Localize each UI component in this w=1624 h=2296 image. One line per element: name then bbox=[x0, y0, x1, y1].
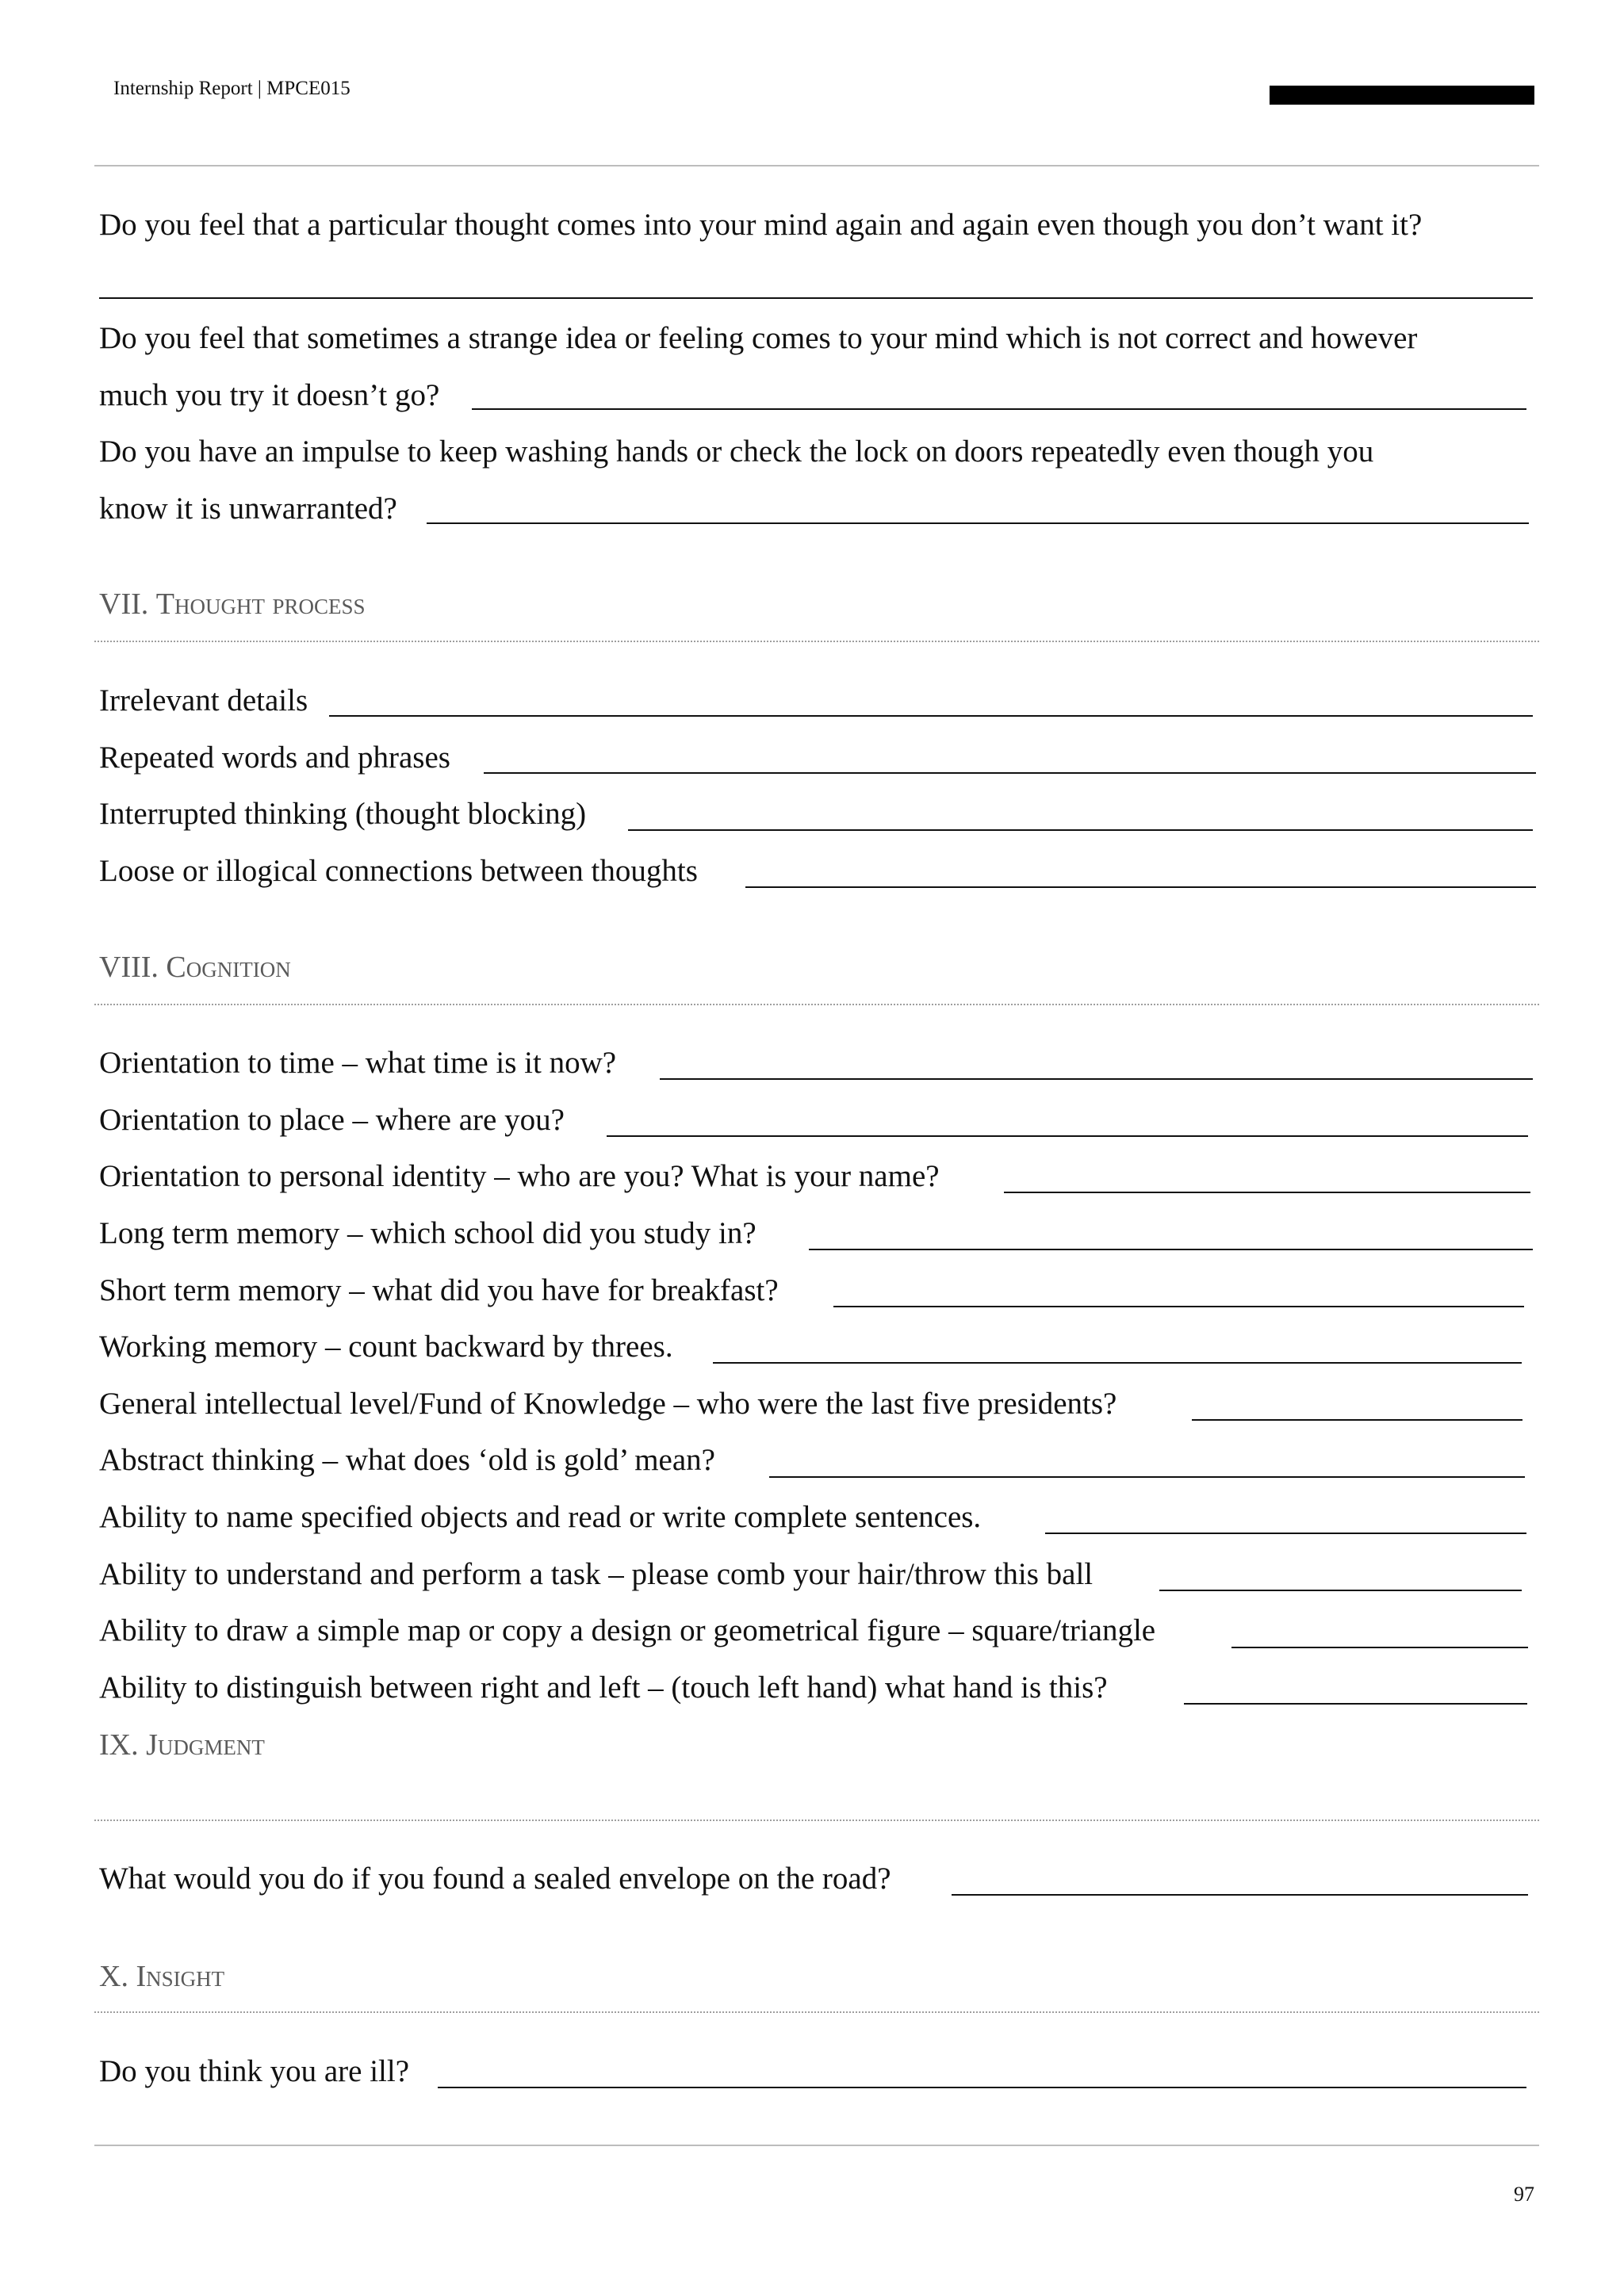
section-number: IX. bbox=[99, 1728, 139, 1762]
field-line bbox=[99, 677, 1534, 725]
question-text: much you try it doesn’t go? bbox=[99, 378, 440, 412]
field-line bbox=[99, 1039, 1534, 1087]
field-line bbox=[99, 1551, 1534, 1598]
answer-blank[interactable] bbox=[1231, 1647, 1528, 1648]
answer-blank[interactable] bbox=[329, 715, 1533, 717]
answer-blank[interactable] bbox=[484, 772, 1536, 774]
question-text: Do you feel that sometimes a strange idea or feeling comes to your mind which is not correct and however bbox=[99, 321, 1418, 355]
answer-blank[interactable] bbox=[1192, 1419, 1522, 1421]
field-line bbox=[99, 1323, 1534, 1371]
section-title: Insight bbox=[136, 1960, 225, 1993]
header-divider bbox=[94, 165, 1539, 166]
field-label: Ability to draw a simple map or copy a design or geometrical figure – square/triangle bbox=[99, 1613, 1156, 1647]
field-line bbox=[99, 734, 1534, 782]
field-line bbox=[99, 2048, 1534, 2095]
field-line bbox=[99, 1855, 1534, 1903]
field-label: What would you do if you found a sealed envelope on the road? bbox=[99, 1862, 891, 1896]
field-label: Loose or illogical connections between thoughts bbox=[99, 854, 698, 888]
answer-blank[interactable] bbox=[628, 829, 1533, 831]
field-label: Orientation to time – what time is it now? bbox=[99, 1046, 617, 1080]
question-text: Do you have an impulse to keep washing hands or check the lock on doors repeatedly even though you bbox=[99, 434, 1374, 469]
answer-blank[interactable] bbox=[1184, 1703, 1527, 1705]
section-heading-cognition bbox=[99, 943, 291, 991]
section-number: X. bbox=[99, 1960, 128, 1993]
answer-blank[interactable] bbox=[745, 886, 1536, 888]
field-line bbox=[99, 1494, 1534, 1541]
answer-blank[interactable] bbox=[438, 2087, 1526, 2088]
question-line bbox=[99, 315, 1534, 362]
section-title: Cognition bbox=[166, 951, 291, 984]
question-text: Do you feel that a particular thought comes into your mind again and again even though you don’t want it? bbox=[99, 208, 1423, 242]
section-divider bbox=[94, 1004, 1539, 1005]
section-divider bbox=[94, 2011, 1539, 2013]
section-divider bbox=[94, 1820, 1539, 1821]
section-title: Thought process bbox=[155, 587, 366, 621]
footer-divider bbox=[94, 2145, 1539, 2146]
field-line bbox=[99, 1096, 1534, 1144]
answer-blank[interactable] bbox=[607, 1135, 1528, 1137]
field-label: Orientation to personal identity – who are you? What is your name? bbox=[99, 1159, 940, 1193]
question-line bbox=[99, 485, 1534, 533]
answer-blank[interactable] bbox=[1004, 1192, 1530, 1193]
answer-blank[interactable] bbox=[427, 522, 1529, 524]
section-heading-insight bbox=[99, 1953, 224, 2000]
field-label: Working memory – count backward by threes. bbox=[99, 1330, 673, 1364]
answer-blank[interactable] bbox=[99, 297, 1533, 299]
answer-blank[interactable] bbox=[769, 1476, 1525, 1478]
redaction-bar bbox=[1270, 86, 1534, 105]
question-line bbox=[99, 201, 1534, 249]
page-number: 97 bbox=[1514, 2183, 1534, 2206]
answer-blank[interactable] bbox=[660, 1078, 1533, 1080]
answer-blank[interactable] bbox=[1159, 1590, 1522, 1591]
field-line bbox=[99, 848, 1534, 895]
field-label: Ability to name specified objects and read or write complete sentences. bbox=[99, 1500, 982, 1534]
field-line bbox=[99, 790, 1534, 838]
answer-blank[interactable] bbox=[833, 1306, 1524, 1307]
field-label: Do you think you are ill? bbox=[99, 2054, 410, 2088]
field-label: Interrupted thinking (thought blocking) bbox=[99, 797, 587, 831]
field-label: Ability to understand and perform a task – please comb your hair/throw this ball bbox=[99, 1557, 1094, 1591]
answer-blank[interactable] bbox=[472, 408, 1526, 410]
answer-blank[interactable] bbox=[713, 1362, 1522, 1364]
field-line bbox=[99, 1210, 1534, 1257]
question-text: know it is unwarranted? bbox=[99, 492, 397, 526]
field-label: Ability to distinguish between right and left – (touch left hand) what hand is this? bbox=[99, 1670, 1108, 1705]
field-line bbox=[99, 1380, 1534, 1428]
field-label: Short term memory – what did you have for breakfast? bbox=[99, 1273, 779, 1307]
section-number: VIII. bbox=[99, 951, 159, 984]
question-line bbox=[99, 372, 1534, 419]
field-label: Repeated words and phrases bbox=[99, 740, 450, 775]
section-title: Judgment bbox=[146, 1728, 265, 1762]
answer-blank[interactable] bbox=[1045, 1533, 1526, 1534]
field-label: Long term memory – which school did you study in? bbox=[99, 1216, 756, 1250]
section-heading-thought-process bbox=[99, 580, 366, 628]
question-line bbox=[99, 428, 1534, 476]
section-number: VII. bbox=[99, 587, 149, 621]
field-label: Orientation to place – where are you? bbox=[99, 1103, 565, 1137]
section-divider bbox=[94, 641, 1539, 642]
field-label: General intellectual level/Fund of Knowledge – who were the last five presidents? bbox=[99, 1387, 1117, 1421]
field-label: Abstract thinking – what does ‘old is gold’ mean? bbox=[99, 1443, 715, 1477]
field-line bbox=[99, 1267, 1534, 1314]
field-label: Irrelevant details bbox=[99, 683, 308, 718]
header-title: Internship Report | MPCE015 bbox=[113, 78, 350, 99]
field-line bbox=[99, 1153, 1534, 1200]
field-line bbox=[99, 1664, 1534, 1712]
section-heading-judgment bbox=[99, 1721, 265, 1769]
answer-blank[interactable] bbox=[809, 1249, 1533, 1250]
answer-blank[interactable] bbox=[952, 1894, 1528, 1896]
